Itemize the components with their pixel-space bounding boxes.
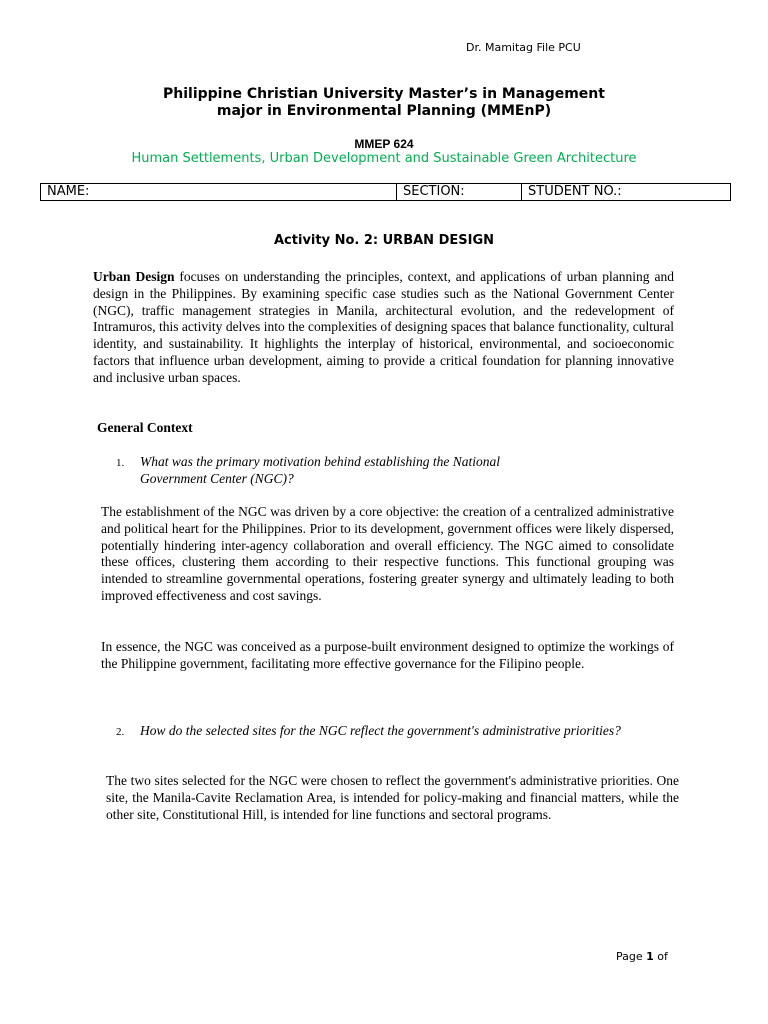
title-line-2: major in Environmental Planning (MMEnP) — [216, 103, 552, 119]
page-suffix: of — [653, 950, 668, 963]
question-number: 1. — [116, 457, 125, 469]
intro-body: focuses on understanding the principles, context, and applications of urban planning and design in the Philippines. By examining specific case studies such as the National Government Center (NGC), traffic management strategies in Manila, architectural evolution, and the redevelopment of Intramuros, this activity delves into the complexities of designing spaces that balance functionality, cultural identity, and sustainability. It highlights the interplay of historical, environmental, and socioeconomic factors that influence urban development, aiming to provide a critical foundation for planning innovative and inclusive urban spaces. — [93, 269, 674, 385]
answer-paragraph: In essence, the NGC was conceived as a purpose-built environment designed to optimize the workings of the Philippine government, facilitating more effective governance for the Filipino people. — [101, 639, 674, 671]
document-title — [0, 86, 768, 120]
page-number-value: 1 — [646, 950, 654, 963]
header-note-text: Dr. Mamitag File PCU — [466, 41, 581, 54]
intro-paragraph — [93, 269, 674, 387]
title-line-1: Philippine Christian University Master’s in Management — [163, 86, 605, 102]
answer-paragraph: The two sites selected for the NGC were chosen to reflect the government's administrative priorities. One site, the Manila-Cavite Reclamation Area, is intended for policy-making and financial matters, while the other site, Constitutional Hill, is intended for line functions and sectoral programs. — [106, 773, 679, 822]
intro-lead: Urban Design — [93, 269, 175, 284]
question-text: How do the selected sites for the NGC reflect the government's administrative priorities? — [140, 723, 621, 738]
question-text: What was the primary motivation behind establishing the National Government Center (NGC)? — [140, 454, 500, 486]
student-no-field[interactable]: STUDENT NO.: — [522, 184, 731, 201]
name-field[interactable]: NAME: — [41, 184, 397, 201]
section-field[interactable]: SECTION: — [397, 184, 522, 201]
course-code: MMEP 624 — [354, 137, 414, 151]
activity-title: Activity No. 2: URBAN DESIGN — [274, 233, 494, 248]
page-number — [616, 950, 668, 963]
answer-paragraph: The establishment of the NGC was driven by a core objective: the creation of a centralized administrative and political heart for the Philippines. Prior to its development, government offices were likely dispersed, potentially hindering inter-agency collaboration and overall efficiency. The NGC aimed to consolidate these offices, clustering them according to their respective functions. This functional grouping was intended to streamline governmental operations, fostering greater synergy and ultimately leading to both improved effectiveness and cost savings. — [101, 504, 674, 603]
section-heading: General Context — [97, 420, 193, 435]
student-info-table — [40, 183, 731, 201]
course-title: Human Settlements, Urban Development and Sustainable Green Architecture — [131, 151, 637, 166]
question-number: 2. — [116, 726, 125, 738]
page-prefix: Page — [616, 950, 647, 963]
